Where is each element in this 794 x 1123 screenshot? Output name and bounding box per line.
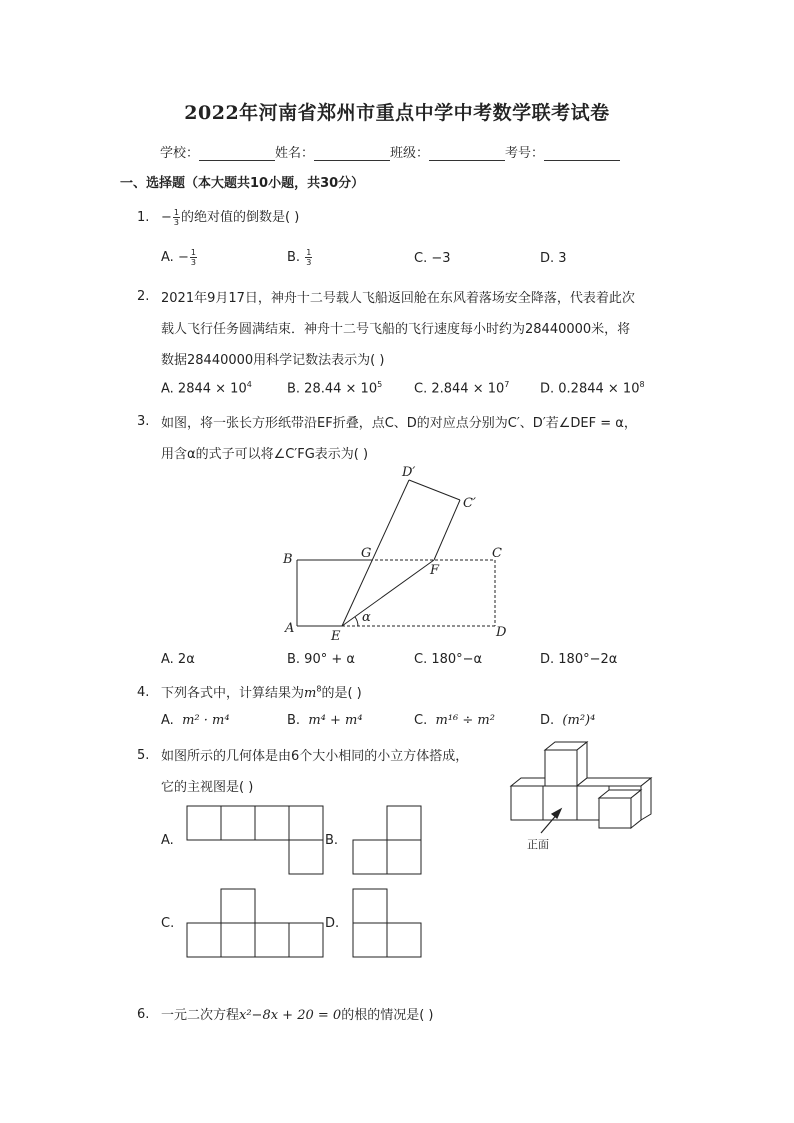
name-label: 姓名： [275, 146, 315, 161]
q1-stem: 的绝对值的倒数是( ) [181, 210, 300, 225]
q5-option-a-figure[interactable] [186, 805, 326, 875]
edge-ed-prime [342, 480, 409, 626]
number-blank[interactable] [544, 146, 620, 161]
question-number: 5. [137, 748, 150, 763]
question-number: 2. [137, 289, 150, 304]
q3-option-b[interactable]: B. 90° + α [287, 652, 355, 667]
cube-solid-figure [505, 740, 665, 855]
q2-option-c[interactable]: C. $2.844 \times 10^7$ [414, 380, 510, 397]
school-blank[interactable] [199, 146, 275, 161]
question-number: 3. [137, 414, 150, 429]
q2-option-a[interactable]: A. $2844 \times 10^4$ [161, 380, 252, 397]
question-number: 6. [137, 1007, 150, 1022]
question-6-text: 一元二次方程x²−8x + 20 = 0的根的情况是( ) [161, 1008, 434, 1023]
label-d-prime: D′ [402, 465, 416, 480]
q2-option-b[interactable]: B. $28.44 \times 10^5$ [287, 380, 383, 397]
page-title: 2022年河南省郑州市重点中学中考数学联考试卷 [184, 102, 610, 124]
fold-figure [270, 460, 530, 642]
front-view-label: 正面 [527, 838, 549, 851]
q4-option-c[interactable]: C. m¹⁶ ÷ m² [414, 713, 495, 728]
q3-option-a[interactable]: A. 2α [161, 652, 195, 667]
question-3-line-2: 用含α的式子可以将∠C′FG表示为( ) [161, 447, 369, 462]
label-g: G [361, 546, 372, 561]
q5-option-d-label[interactable]: D. [325, 916, 340, 931]
q5-option-d-figure[interactable] [352, 888, 424, 958]
label-d: D [496, 625, 507, 640]
label-e: E [331, 629, 341, 642]
label-alpha: α [362, 610, 371, 625]
q4-option-b[interactable]: B. m⁴ + m⁴ [287, 713, 363, 728]
question-2-line-1: 2021年9月17日，神舟十二号载人飞船返回舱在东风着落场安全降落，代表着此次 [161, 291, 635, 306]
question-4-text: 下列各式中，计算结果为$m^8$的是( ) [161, 684, 362, 701]
question-2-line-3: 数据28440000用科学记数法表示为( ) [161, 353, 385, 368]
question-number: 1. [137, 210, 150, 225]
student-info-line [160, 142, 620, 161]
q5-option-b-figure[interactable] [352, 805, 424, 875]
question-3-line-1: 如图，将一张长方形纸带沿EF折叠，点C、D的对应点分别为C′、D′若∠DEF = α， [161, 416, 637, 431]
angle-arc [355, 617, 358, 626]
q3-option-d[interactable]: D. 180°−2α [540, 652, 618, 667]
question-1-text [161, 206, 299, 227]
q5-option-c-label[interactable]: C. [161, 916, 175, 931]
label-a: A [285, 621, 295, 636]
fold-line-ef [342, 560, 434, 626]
label-b: B [283, 552, 293, 567]
label-c-prime: C′ [463, 496, 476, 511]
q1-option-d[interactable]: D. 3 [540, 251, 567, 266]
q1-option-b[interactable]: B. $\frac{1}{3}$ [287, 248, 312, 267]
edge-d-prime-c-prime [409, 480, 460, 500]
edge-c-prime-f [434, 500, 460, 560]
q5-option-a-label[interactable]: A. [161, 833, 174, 848]
q1-sign: − [161, 210, 172, 225]
question-number: 4. [137, 685, 150, 700]
q2-option-d[interactable]: D. $0.2844 \times 10^8$ [540, 380, 645, 397]
number-label: 考号： [505, 146, 545, 161]
q5-option-b-label[interactable]: B. [325, 833, 339, 848]
label-f: F [430, 563, 440, 578]
label-c: C [492, 546, 502, 561]
question-2-line-2: 载人飞行任务圆满结束．神舟十二号飞船的飞行速度每小时约为28440000米，将 [161, 322, 631, 337]
q5-option-c-figure[interactable] [186, 888, 326, 958]
name-blank[interactable] [314, 146, 390, 161]
q4-option-d[interactable]: D. (m²)⁴ [540, 713, 596, 728]
section-heading: 一、选择题（本大题共10小题，共30分） [120, 176, 365, 191]
q3-option-c[interactable]: C. 180°−α [414, 652, 483, 667]
class-blank[interactable] [429, 146, 505, 161]
school-label: 学校： [160, 146, 200, 161]
q6-equation: x²−8x + 20 = 0 [239, 1008, 342, 1023]
q1-fraction: $\frac{1}{3}$ [173, 208, 179, 227]
q4-option-a[interactable]: A. m² · m⁴ [161, 713, 230, 728]
question-5-line-2: 它的主视图是( ) [161, 780, 254, 795]
question-5-line-1: 如图所示的几何体是由6个大小相同的小立方体搭成， [161, 749, 469, 764]
q1-option-c[interactable]: C. −3 [414, 251, 451, 266]
q1-option-a[interactable]: A. − $\frac{1}{3}$ [161, 248, 196, 267]
class-label: 班级： [390, 146, 430, 161]
